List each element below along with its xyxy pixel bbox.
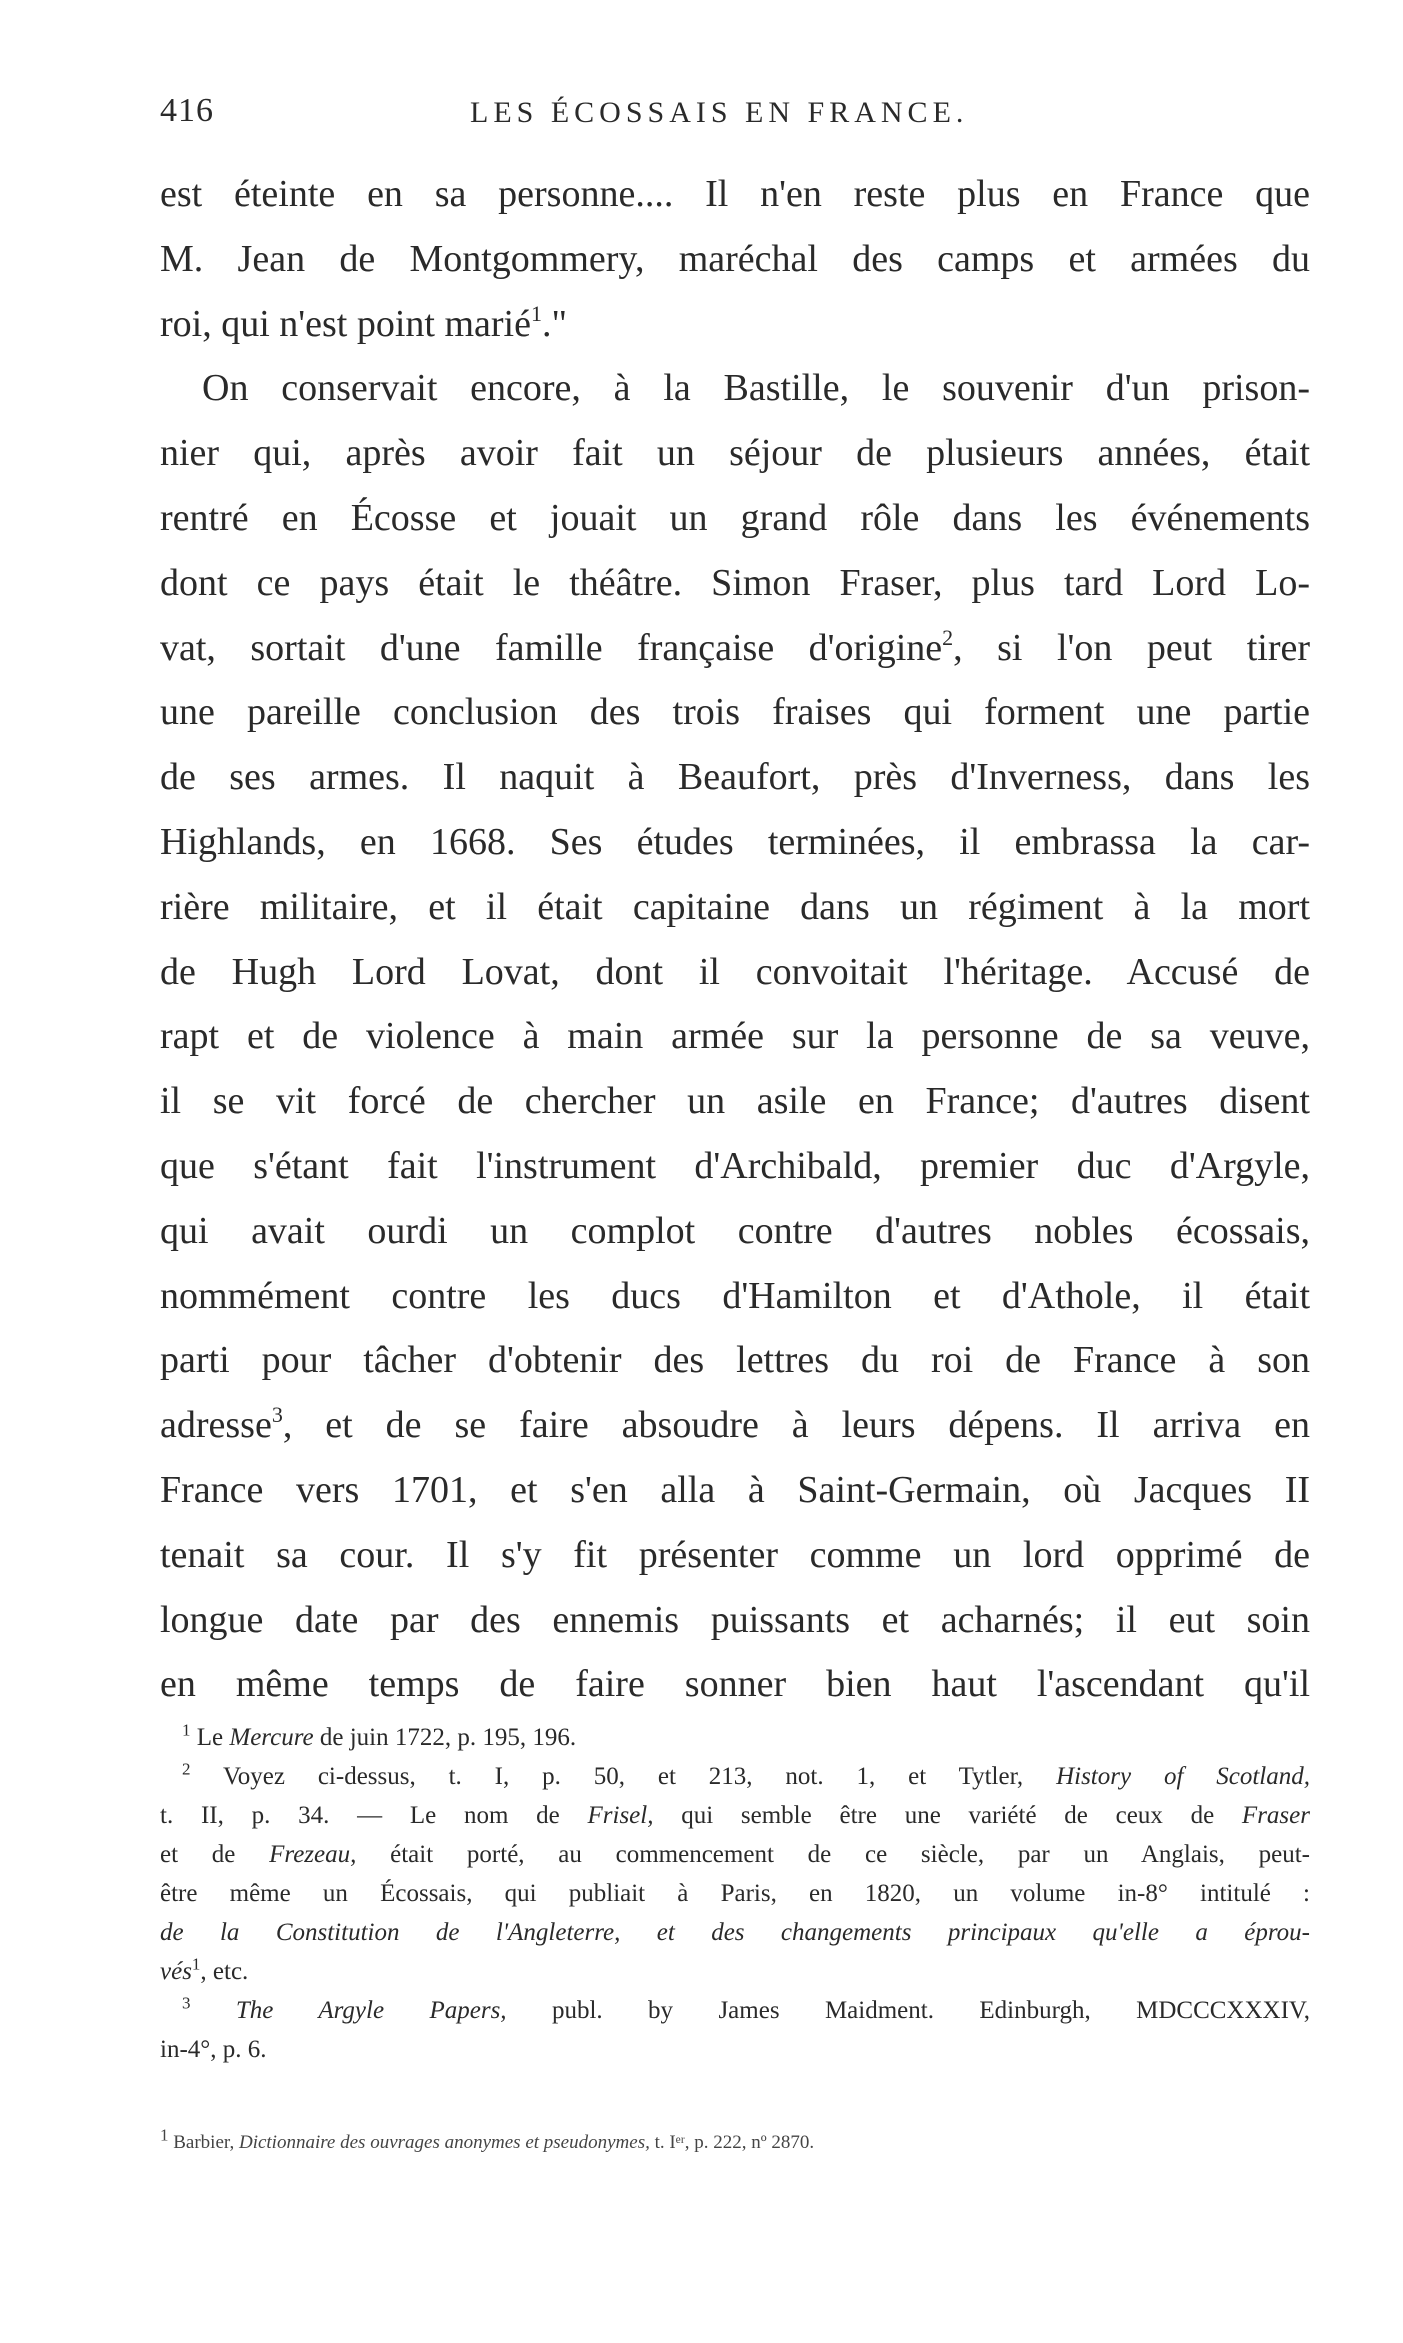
running-title: LES ÉCOSSAIS EN FRANCE. [470, 96, 969, 129]
text-fragment: Le [196, 1724, 224, 1751]
text-fragment: ." [541, 302, 567, 345]
paragraph-start: On conservait encore, à la Bastille, le souvenir d'un prison- [202, 367, 1310, 410]
text-line: parti pour tâcher d'obtenir des lettres du roi de France à son [160, 1339, 1310, 1382]
footnote-1 [160, 1718, 1310, 1757]
page-number: 416 [160, 92, 214, 129]
text-line: il se vit forcé de chercher un asile en France; d'autres disent [160, 1080, 1310, 1123]
italic-word: Frisel, [587, 1802, 654, 1829]
text-line: est éteinte en sa personne.... Il n'en reste plus en France que [160, 173, 1310, 215]
text-line: dont ce pays était le théâtre. Simon Fraser, plus tard Lord Lo- [160, 561, 1310, 604]
footnote-mark: 3 [182, 1993, 191, 2013]
footnote-ref: 2 [942, 624, 954, 650]
text-line: que s'étant fait l'instrument d'Archibald, premier duc d'Argyle, [160, 1144, 1310, 1187]
text-line: longue date par des ennemis puissants et acharnés; il eut soin [160, 1598, 1310, 1641]
footnotes [160, 1718, 1310, 2069]
text-line: France vers 1701, et s'en alla à Saint-Germain, où Jacques II [160, 1468, 1310, 1511]
text-fragment: , etc. [200, 1958, 249, 1985]
italic-title: Dictionnaire des ouvrages anonymes et pseudonymes, [238, 2132, 650, 2153]
footnote-ref: 3 [271, 1402, 283, 1428]
footnote-2-cont [160, 1796, 1310, 1835]
footnote-2-cont [160, 1835, 1310, 1874]
text-line: Highlands, en 1668. Ses études terminées, il embrassa la car- [160, 820, 1310, 863]
running-head [160, 92, 1310, 142]
text-line [160, 1393, 1310, 1458]
footnote-3 [160, 1991, 1310, 2030]
text-line: tenait sa cour. Il s'y fit présenter comme un lord opprimé de [160, 1533, 1310, 1576]
text-fragment: Voyez ci-dessus, t. I, p. 50, et 213, not. 1, et Tytler, [222, 1763, 1024, 1790]
text-line: rentré en Écosse et jouait un grand rôle dans les événements [160, 496, 1310, 539]
text-fragment: était porté, au commencement de ce siècle, par un Anglais, peut- [390, 1841, 1311, 1868]
bottom-note [160, 2125, 1310, 2158]
text-line: rapt et de violence à main armée sur la personne de sa veuve, [160, 1015, 1310, 1058]
text-fragment: qui semble être une variété de ceux de [681, 1802, 1215, 1829]
text-line: en même temps de faire sonner bien haut l'ascendant qu'il [160, 1663, 1310, 1706]
italic-title: Mercure [229, 1724, 314, 1751]
text-fragment: , et de se faire absoudre à leurs dépens. Il arriva en [282, 1404, 1310, 1447]
text-fragment: de juin 1722, p. 195, 196. [319, 1724, 577, 1751]
text-line: de ses armes. Il naquit à Beaufort, près d'Inverness, dans les [160, 756, 1310, 799]
footnote-ref: 1 [530, 300, 542, 326]
footnote-2 [160, 1757, 1310, 1796]
footnote-mark: 1 [182, 1720, 191, 1740]
footnote-2-cont: de la Constitution de l'Angleterre, et des changements principaux qu'elle a éprou- [160, 1919, 1310, 1946]
text-line: une pareille conclusion des trois fraises qui forment une partie [160, 691, 1310, 734]
footnote-3-cont: in-4°, p. 6. [160, 2036, 267, 2063]
text-fragment: et de [160, 1841, 236, 1868]
text-line [160, 616, 1310, 681]
text-line [160, 292, 1310, 357]
text-line: nier qui, après avoir fait un séjour de plusieurs années, était [160, 432, 1310, 475]
italic-title: The Argyle Papers, [235, 1997, 507, 2024]
text-fragment: Barbier, [173, 2132, 235, 2153]
text-fragment: t. Iᵉʳ, p. 222, nº 2870. [654, 2132, 815, 2153]
footnote-2-cont: être même un Écossais, qui publiait à Paris, en 1820, un volume in-8° intitulé : [160, 1880, 1310, 1907]
text-line: M. Jean de Montgommery, maréchal des camps et armées du [160, 237, 1310, 280]
italic-word: Frezeau, [269, 1841, 357, 1868]
footnote-mark: 1 [191, 1954, 201, 1974]
footnote-mark: 1 [160, 2125, 169, 2145]
text-line: qui avait ourdi un complot contre d'autres nobles écossais, [160, 1209, 1310, 1252]
text-fragment: adresse [160, 1404, 272, 1447]
text-fragment: publ. by James Maidment. Edinburgh, MDCCCXXXIV, [551, 1997, 1310, 2024]
text-fragment: roi, qui n'est point marié [160, 302, 531, 345]
body-text [160, 162, 1310, 1717]
text-fragment: , si l'on peut tirer [953, 626, 1310, 669]
footnote-2-cont [160, 1952, 1310, 1991]
text-fragment: vat, sortait d'une famille française d'origine [160, 626, 943, 669]
footnote-mark: 2 [182, 1759, 191, 1779]
text-fragment: t. II, p. 34. — Le nom de [160, 1802, 560, 1829]
italic-word: vés [160, 1958, 192, 1985]
italic-title: History of Scotland, [1056, 1763, 1310, 1790]
text-line: de Hugh Lord Lovat, dont il convoitait l'héritage. Accusé de [160, 950, 1310, 993]
italic-word: Fraser [1241, 1802, 1310, 1829]
text-line: rière militaire, et il était capitaine dans un régiment à la mort [160, 885, 1310, 928]
text-line: nommément contre les ducs d'Hamilton et d'Athole, il était [160, 1274, 1310, 1317]
